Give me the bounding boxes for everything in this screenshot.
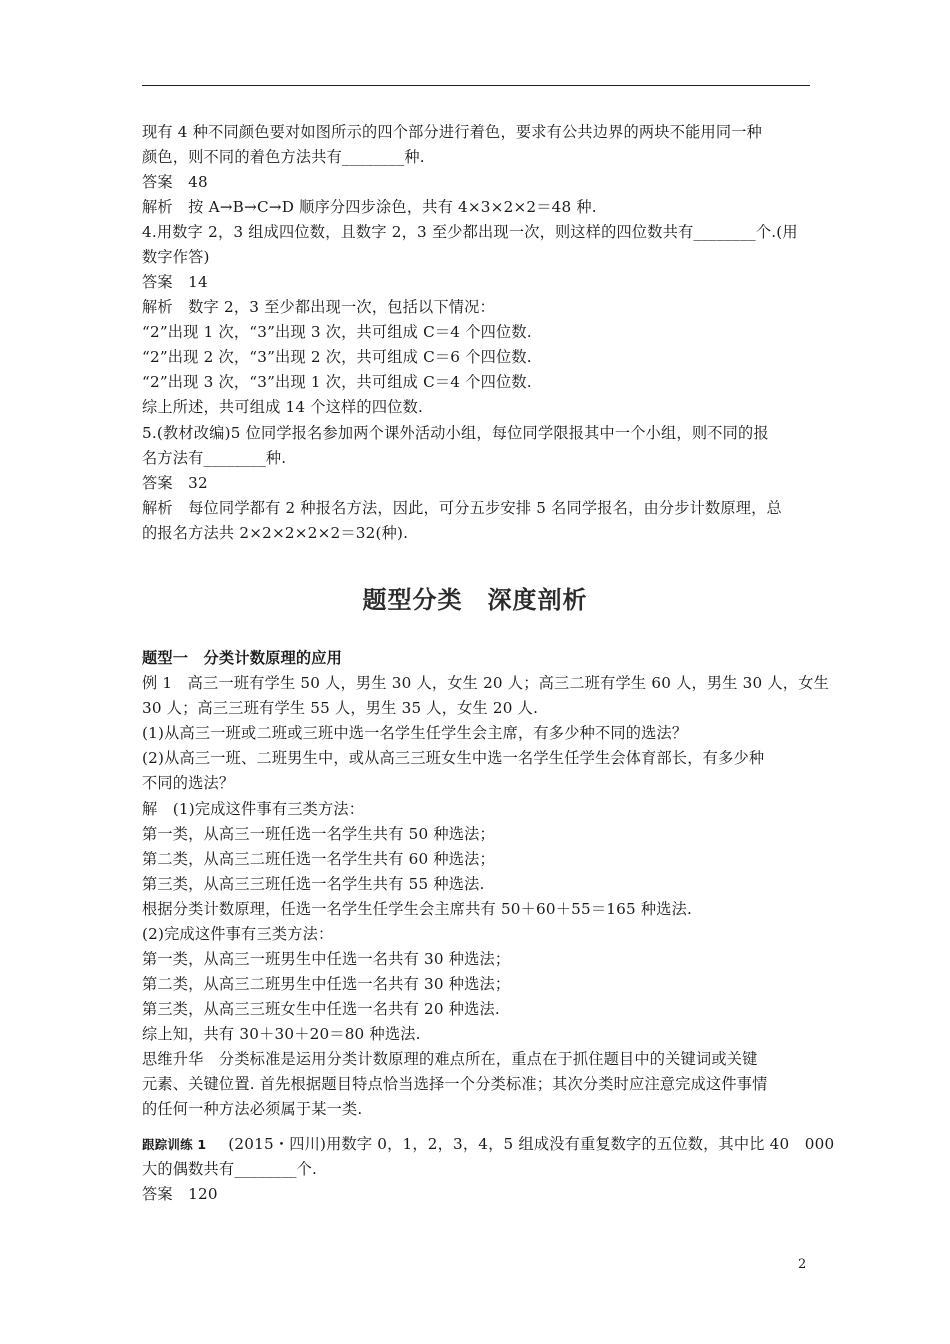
practice-text: (2015・四川)用数字 0，1，2，3，4，5 组成没有重复数字的五位数，其中比 40 000 xyxy=(228,1135,835,1153)
text-line: “2”出现 3 次，“3”出现 1 次，共可组成 C＝4 个四位数. xyxy=(142,373,532,391)
analysis-line: 解析 按 A→B→C→D 顺序分四步涂色，共有 4×3×2×2＝48 种. xyxy=(142,198,597,216)
analysis-line: 解析 数字 2，3 至少都出现一次，包括以下情况： xyxy=(142,298,495,316)
text-line: 根据分类计数原理，任选一名学生任学生会主席共有 50＋60＋55＝165 种选法. xyxy=(142,900,693,918)
practice-line xyxy=(142,1132,835,1157)
text-line: 30 人；高三三班有学生 55 人，男生 35 人，女生 20 人. xyxy=(142,699,539,717)
question-4: 4.用数字 2，3 组成四位数，且数字 2，3 至少都出现一次，则这样的四位数共有________个.(用 xyxy=(142,223,798,241)
text-line: 综上所述，共可组成 14 个这样的四位数. xyxy=(142,398,424,416)
text-line: 现有 4 种不同颜色要对如图所示的四个部分进行着色，要求有公共边界的两块不能用同一种 xyxy=(142,123,763,141)
text-line: 第三类，从高三三班任选一名学生共有 55 种选法. xyxy=(142,875,485,893)
section-title: 题型分类 深度剖析 xyxy=(362,586,588,614)
thinking-line: 思维升华 分类标准是运用分类计数原理的难点所在，重点在于抓住题目中的关键词或关键 xyxy=(142,1050,758,1068)
text-line: 颜色，则不同的着色方法共有________种. xyxy=(142,148,425,166)
answer-line: 答案 14 xyxy=(142,273,208,291)
text-line: 不同的选法？ xyxy=(142,774,235,792)
text-line: 的任何一种方法必须属于某一类. xyxy=(142,1100,363,1118)
text-line: 第三类，从高三三班女生中任选一名共有 20 种选法. xyxy=(142,1000,500,1018)
page-number: 2 xyxy=(798,1257,807,1272)
text-line: “2”出现 1 次，“3”出现 3 次，共可组成 C＝4 个四位数. xyxy=(142,323,532,341)
text-line: (1)从高三一班或二班或三班中选一名学生任学生会主席，有多少种不同的选法？ xyxy=(142,724,688,742)
text-line: 元素、关键位置. 首先根据题目特点恰当选择一个分类标准；其次分类时应注意完成这件事情 xyxy=(142,1075,768,1093)
example-line: 例 1 高三一班有学生 50 人，男生 30 人，女生 20 人；高三二班有学生 60 人，男生 30 人，女生 xyxy=(142,674,829,692)
analysis-line: 解析 每位同学都有 2 种报名方法，因此，可分五步安排 5 名同学报名，由分步计数原理，总 xyxy=(142,499,782,517)
header-rule xyxy=(142,85,810,86)
text-line: 的报名方法共 2×2×2×2×2＝32(种). xyxy=(142,524,409,542)
text-line: “2”出现 2 次，“3”出现 2 次，共可组成 C＝6 个四位数. xyxy=(142,348,532,366)
answer-line: 答案 32 xyxy=(142,474,208,492)
solution-line: 解 (1)完成这件事有三类方法： xyxy=(142,800,365,818)
text-line: 第一类，从高三一班男生中任选一名共有 30 种选法； xyxy=(142,950,511,968)
question-5: 5.(教材改编)5 位同学报名参加两个课外活动小组，每位同学限报其中一个小组，则不同的报 xyxy=(142,424,769,442)
text-line: 第二类，从高三二班男生中任选一名共有 30 种选法； xyxy=(142,975,511,993)
answer-line: 答案 48 xyxy=(142,173,208,191)
text-line: (2)完成这件事有三类方法： xyxy=(142,925,334,943)
text-line: (2)从高三一班、二班男生中，或从高三三班女生中选一名学生任学生会体育部长，有多少种 xyxy=(142,749,765,767)
text-line: 第二类，从高三二班任选一名学生共有 60 种选法； xyxy=(142,850,495,868)
practice-tag: 跟踪训练 1 xyxy=(142,1137,207,1152)
text-line: 第一类，从高三一班任选一名学生共有 50 种选法； xyxy=(142,825,495,843)
answer-line: 答案 120 xyxy=(142,1185,218,1203)
text-line: 数字作答) xyxy=(142,248,210,266)
topic-heading: 题型一 分类计数原理的应用 xyxy=(142,649,343,667)
text-line: 综上知，共有 30＋30＋20＝80 种选法. xyxy=(142,1025,421,1043)
text-line: 大的偶数共有________个. xyxy=(142,1160,318,1178)
text-line: 名方法有________种. xyxy=(142,449,287,467)
